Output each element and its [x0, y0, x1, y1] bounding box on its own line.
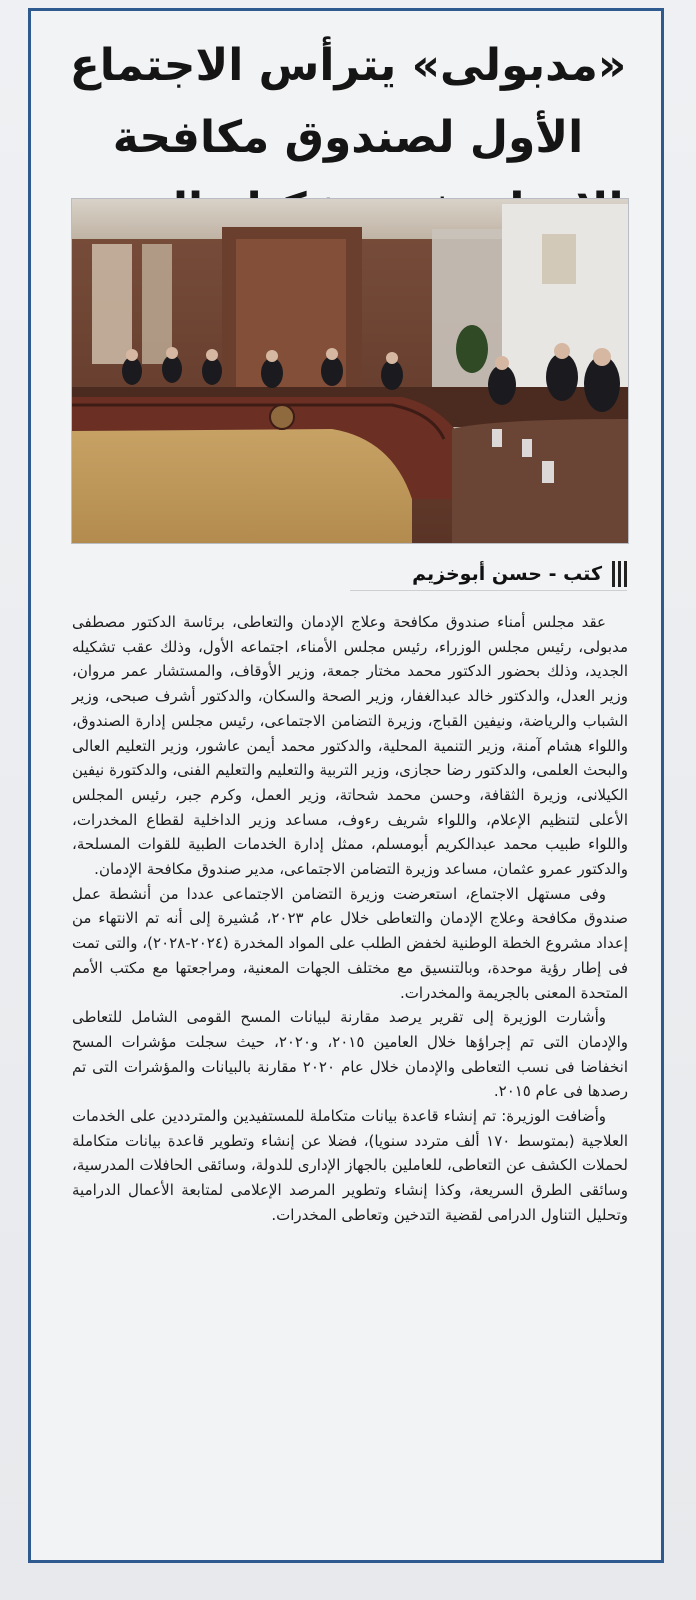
article-paragraph-3: وأشارت الوزيرة إلى تقرير يرصد مقارنة لبيانات المسح القومى الشامل للتعاطى والإدمان التى تم إجراؤها خلال العامين ٢٠١٥، و٢٠٢٠، حيث سجلت مؤشرات المسح انخفاضا فى نسب التعاطى والإدمان خلال عام ٢٠٢٠ مقارنة بالبيانات والمؤشرات التى تم رصدها فى عام ٢٠١٥.: [72, 1008, 629, 1101]
article-paragraph-2: وفى مستهل الاجتماع، استعرضت وزيرة التضامن الاجتماعى عددا من أنشطة عمل صندوق مكافحة وعلاج الإدمان والتعاطى خلال عام ٢٠٢٣، مُشيرة إلى أنه تم الانتهاء من إعداد مشروع الخطة الوطنية لخفض الطلب على المواد المخدرة (٢٠٢٤-٢٠٢٨)، والتى تمت فى إطار رؤية موحدة، وبالتنسيق مع مختلف الجهات المعنية، ومراجعتها مع مكتب الأمم المتحدة المعنى بالجريمة والمخدرات.: [72, 884, 628, 1002]
article-byline: [350, 558, 627, 591]
article-photo: [71, 198, 629, 544]
meeting-room-photo: [72, 199, 628, 543]
article-body: [72, 610, 628, 1228]
article-paragraph-4: وأضافت الوزيرة: تم إنشاء قاعدة بيانات متكاملة للمستفيدين والمترددين على الخدمات العلاجية (بمتوسط ١٧٠ ألف متردد سنويا)، فضلا عن إنشاء وتطوير قاعدة بيانات متكاملة لحملات الكشف عن التعاطى، للعاملين بالجهاز الإدارى للدولة، وسائقى الحافلات المدرسية، وسائقى الطرق السريعة، وكذا إنشاء وتطوير المرصد الإعلامى لمتابعة الأعمال الدرامية وتحليل التناول الدرامى لقضية التدخين وتعاطى المخدرات.: [72, 1107, 628, 1224]
byline-bars-icon: [612, 561, 627, 587]
article-paragraph-1: عقد مجلس أمناء صندوق مكافحة وعلاج الإدمان والتعاطى، برئاسة الدكتور مصطفى مدبولى، رئيس مجلس الوزراء، رئيس مجلس الأمناء، اجتماعه الأول، وذلك عقب تشكيله الجديد، وذلك بحضور الدكتور محمد مختار جمعة، وزير الأوقاف، والمستشار عمر مروان، وزير العدل، والدكتور خالد عبدالغفار، وزير الصحة والسكان، والدكتور أشرف صبحى، وزير الشباب والرياضة، ونيفين القباج، وزيرة التضامن الاجتماعى، رئيس مجلس إدارة الصندوق، واللواء هشام آمنة، وزير التنمية المحلية، والدكتور محمد أيمن عاشور، وزير التعليم العالى والبحث العلمى، والدكتور رضا حجازى، وزير التربية والتعليم والتعليم الفنى، والدكتورة نيفين الكيلانى، وزيرة الثقافة، وحسن محمد شحاتة، وزير العمل، وكرم جبر، رئيس المجلس الأعلى لتنظيم الإعلام، واللواء شريف رءوف، مساعد وزير الداخلية لقطاع المخدرات، واللواء طبيب محمد عبدالكريم أبومسلم، ممثل إدارة الخدمات الطبية للقوات المسلحة، والدكتور عمرو عثمان، مساعد وزيرة التضامن الاجتماعى، مدير صندوق مكافحة الإدمان.: [72, 613, 628, 879]
byline-author: كتب - حسن أبوخزيم: [412, 563, 602, 585]
article-headline: «مدبولى» يترأس الاجتماع الأول لصندوق مكافحة: [69, 40, 627, 163]
